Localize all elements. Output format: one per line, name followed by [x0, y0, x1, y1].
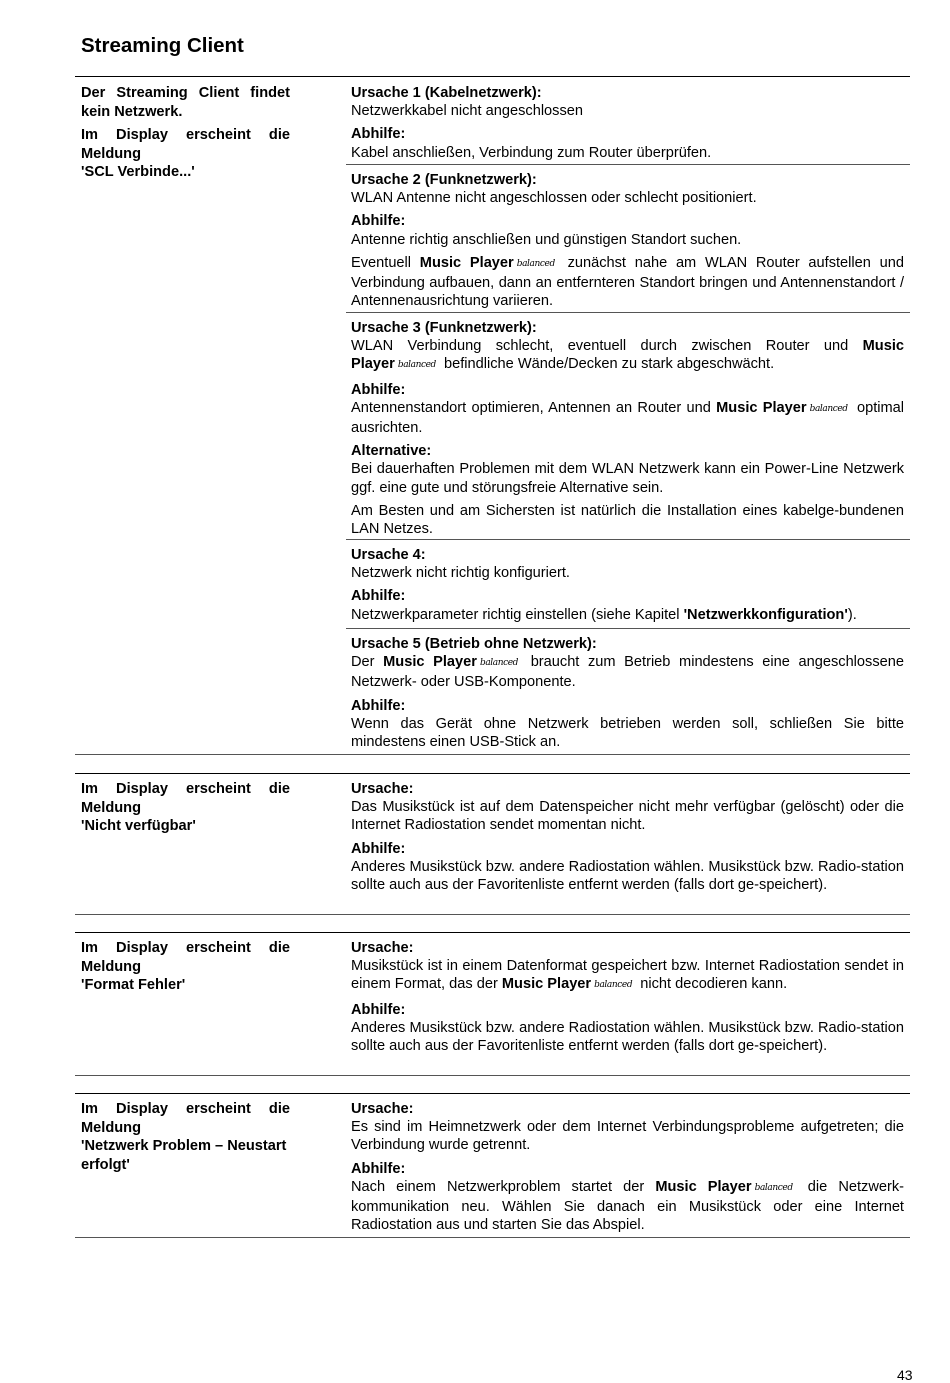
entry-text-part: Das Musikstück ist auf dem Datenspeicher nicht mehr verfügbar (gelöscht) oder die Internet Radiostation sendet momentan nicht. [351, 799, 904, 834]
cause-section [351, 171, 904, 310]
entry-text-part: Netzwerkkabel nicht angeschlossen [351, 103, 584, 120]
entry-heading: Abhilfe: [351, 1160, 406, 1177]
entry-text-part: Bei dauerhaften Problemen mit dem WLAN Netzwerk kann ein Power-Line Netzwerk ggf. eine gute und störungsfreie Alternative sein. [351, 461, 904, 496]
block-bottom-rule [75, 1075, 910, 1076]
cause-section [351, 319, 904, 538]
entry-text-part: zunächst nahe am WLAN Router aufstellen und Verbindung aufbauen, dann an entfernteren Standort bringen und Antennenstandort / Antennenausrichtung variieren. [351, 254, 904, 310]
symptom-text [81, 126, 290, 187]
entry-text-part: ). [847, 606, 857, 623]
entry-heading: Ursache: [351, 781, 414, 797]
entry-text-part: Antennenstandort optimieren, Antennen an Router und [351, 399, 711, 416]
entry-text [351, 254, 904, 311]
symptom-line [81, 126, 290, 182]
block-top-rule [75, 773, 910, 774]
entry-heading: Abhilfe: [351, 381, 406, 398]
cause-remedy-entry [351, 546, 904, 582]
entry-text [351, 1178, 904, 1235]
cause-remedy-entry [351, 254, 904, 311]
cause-remedy-entry [351, 84, 904, 120]
product-name: Music Player [351, 338, 904, 373]
entry-text [351, 502, 904, 538]
symptom-line [81, 84, 290, 121]
entry-heading: Abhilfe: [351, 126, 406, 143]
product-name: Music Player [655, 1178, 752, 1195]
entry-text [351, 798, 904, 834]
cause-section [351, 635, 904, 751]
entry-text-part: Netzwerkparameter richtig einstellen (siehe Kapitel [351, 606, 680, 623]
entry-heading: Abhilfe: [351, 1001, 406, 1018]
entry-heading: Ursache: [351, 1101, 414, 1117]
symptom-line [81, 1100, 290, 1175]
block-top-rule [75, 932, 910, 933]
cause-remedy-entry [351, 212, 904, 248]
symptom-message: Im Display erscheint die Meldung [81, 127, 290, 162]
symptom-line [81, 780, 290, 836]
cause-remedy-entry [351, 319, 904, 376]
page-title: Streaming Client [81, 34, 244, 57]
product-name: Music Player [716, 399, 807, 416]
entry-text-part: optimal ausrichten. [351, 399, 905, 437]
entry-text-part: WLAN Verbindung schlecht, eventuell durch zwischen Router und [351, 338, 849, 355]
entry-heading: Ursache 3 (Funknetzwerk): [351, 320, 537, 336]
entry-heading: Abhilfe: [351, 213, 406, 230]
entry-heading: Abhilfe: [351, 697, 406, 714]
balanced-logo: balanced [594, 980, 633, 991]
cause-remedy-entry [351, 1160, 904, 1235]
display-message: 'Format Fehler' [81, 977, 186, 994]
troubleshooting-block [75, 932, 910, 1075]
block-bottom-rule [75, 914, 910, 915]
symptom-message: Der Streaming Client findet kein Netzwerk. [81, 85, 290, 120]
page-number: 43 [897, 1367, 913, 1383]
entry-text-part: Am Besten und am Sichersten ist natürlich die Installation eines kabelge-bundenen LAN Netzes. [351, 502, 904, 538]
entry-text [351, 653, 904, 691]
entry-heading: Ursache 4: [351, 547, 426, 563]
cause-remedy-entry [351, 635, 904, 692]
entry-text-part: Anderes Musikstück bzw. andere Radiostation wählen. Musikstück bzw. Radio-station sollte auch aus der Favoritenliste entfernt werden (falls dort ge-speichert). [351, 1019, 904, 1055]
entry-text-part: Musikstück ist in einem Datenformat gespeichert bzw. Internet Radiostation sendet in einem Format, das der [351, 958, 904, 993]
entry-text-part: Wenn das Gerät ohne Netzwerk betrieben werden soll, schließen Sie bitte mindestens einen USB-Stick an. [351, 715, 904, 751]
cause-remedy-entry [351, 587, 904, 623]
cause-remedy-entry [351, 125, 904, 161]
block-top-rule [75, 1093, 910, 1094]
cause-section [351, 84, 904, 162]
cause-remedy-entry [351, 442, 904, 497]
entry-text-part: nicht decodieren kann. [640, 976, 788, 993]
entry-heading: Ursache 2 (Funknetzwerk): [351, 172, 537, 188]
troubleshooting-block [75, 1093, 910, 1237]
entry-heading: Abhilfe: [351, 588, 406, 605]
entry-text [351, 231, 904, 249]
product-name: Music Player [501, 976, 592, 993]
entry-text [351, 715, 904, 751]
symptom-text [81, 939, 290, 1000]
entry-text [351, 1019, 904, 1055]
entry-text [351, 189, 904, 207]
symptom-message: Im Display erscheint die Meldung [81, 1101, 290, 1136]
entry-text-part: Der [351, 654, 375, 671]
cause-remedy-entry [351, 171, 904, 207]
entry-text-part: die Netzwerk-kommunikation neu. Wählen Sie danach ein Musikstück oder eine Internet Radiostation aus und starten Sie das Abspiel. [351, 1178, 904, 1234]
cause-remedy-entry [351, 502, 904, 538]
symptom-message: Im Display erscheint die Meldung [81, 940, 290, 975]
section-divider [346, 539, 910, 540]
entry-text-part: Eventuell [351, 254, 412, 271]
entry-heading: Alternative: [351, 443, 432, 460]
balanced-logo: balanced [809, 403, 848, 414]
cause-section [351, 780, 904, 894]
chapter-reference: 'Netzwerkkonfiguration' [683, 606, 848, 623]
product-name: Music Player [383, 654, 477, 671]
cause-remedy-entry [351, 1100, 904, 1155]
entry-text [351, 144, 904, 162]
section-divider [346, 628, 910, 629]
display-message: 'Netzwerk Problem – Neustart erfolgt' [81, 1138, 287, 1174]
entry-text [351, 957, 904, 995]
entry-heading: Ursache 1 (Kabelnetzwerk): [351, 85, 542, 101]
entry-text [351, 460, 904, 496]
entry-heading: Abhilfe: [351, 840, 406, 857]
display-message: 'SCL Verbinde...' [81, 164, 195, 181]
entry-text-part: befindliche Wände/Decken zu stark abgeschwächt. [444, 356, 775, 373]
entry-text [351, 102, 904, 120]
symptom-message: Im Display erscheint die Meldung [81, 781, 290, 816]
block-top-rule [75, 76, 910, 77]
entry-text-part: braucht zum Betrieb mindestens eine angeschlossene Netzwerk- oder USB-Komponente. [351, 654, 904, 691]
cause-section [351, 939, 904, 1055]
balanced-logo: balanced [397, 360, 436, 371]
entry-text [351, 1118, 904, 1154]
entry-text-part: Nach einem Netzwerkproblem startet der [351, 1178, 645, 1195]
entry-text [351, 606, 904, 624]
symptom-text [81, 1100, 290, 1180]
cause-remedy-entry [351, 840, 904, 895]
cause-remedy-entry [351, 697, 904, 752]
cause-section [351, 546, 904, 624]
entry-text [351, 564, 904, 582]
cause-remedy-entry [351, 939, 904, 996]
entry-text-part: Netzwerk nicht richtig konfiguriert. [351, 565, 570, 582]
symptom-text [81, 84, 290, 126]
balanced-logo: balanced [516, 258, 555, 269]
display-message: 'Nicht verfügbar' [81, 818, 196, 835]
product-name: Music Player [419, 254, 514, 271]
balanced-logo: balanced [479, 658, 519, 669]
entry-text [351, 858, 904, 894]
entry-text-part: Antenne richtig anschließen und günstigen Standort suchen. [351, 231, 742, 248]
symptom-line [81, 939, 290, 995]
entry-text [351, 399, 904, 437]
troubleshooting-block [75, 76, 910, 754]
cause-remedy-entry [351, 1001, 904, 1056]
section-divider [346, 164, 910, 165]
balanced-logo: balanced [754, 1182, 793, 1193]
symptom-text [81, 780, 290, 841]
entry-text [351, 337, 904, 375]
entry-text-part: Anderes Musikstück bzw. andere Radiostation wählen. Musikstück bzw. Radio-station sollte auch aus der Favoritenliste entfernt werden (falls dort ge-speichert). [351, 858, 904, 894]
entry-heading: Ursache 5 (Betrieb ohne Netzwerk): [351, 636, 597, 652]
entry-text-part: Kabel anschließen, Verbindung zum Router überprüfen. [351, 144, 712, 161]
cause-remedy-entry [351, 381, 904, 438]
entry-heading: Ursache: [351, 940, 414, 956]
troubleshooting-block [75, 773, 910, 914]
block-bottom-rule [75, 754, 910, 755]
entry-text-part: WLAN Antenne nicht angeschlossen oder schlecht positioniert. [351, 190, 757, 207]
cause-remedy-entry [351, 780, 904, 835]
cause-section [351, 1100, 904, 1234]
section-divider [346, 312, 910, 313]
block-bottom-rule [75, 1237, 910, 1238]
entry-text-part: Es sind im Heimnetzwerk oder dem Internet Verbindungsprobleme aufgetreten; die Verbindung wurde getrennt. [351, 1119, 904, 1154]
